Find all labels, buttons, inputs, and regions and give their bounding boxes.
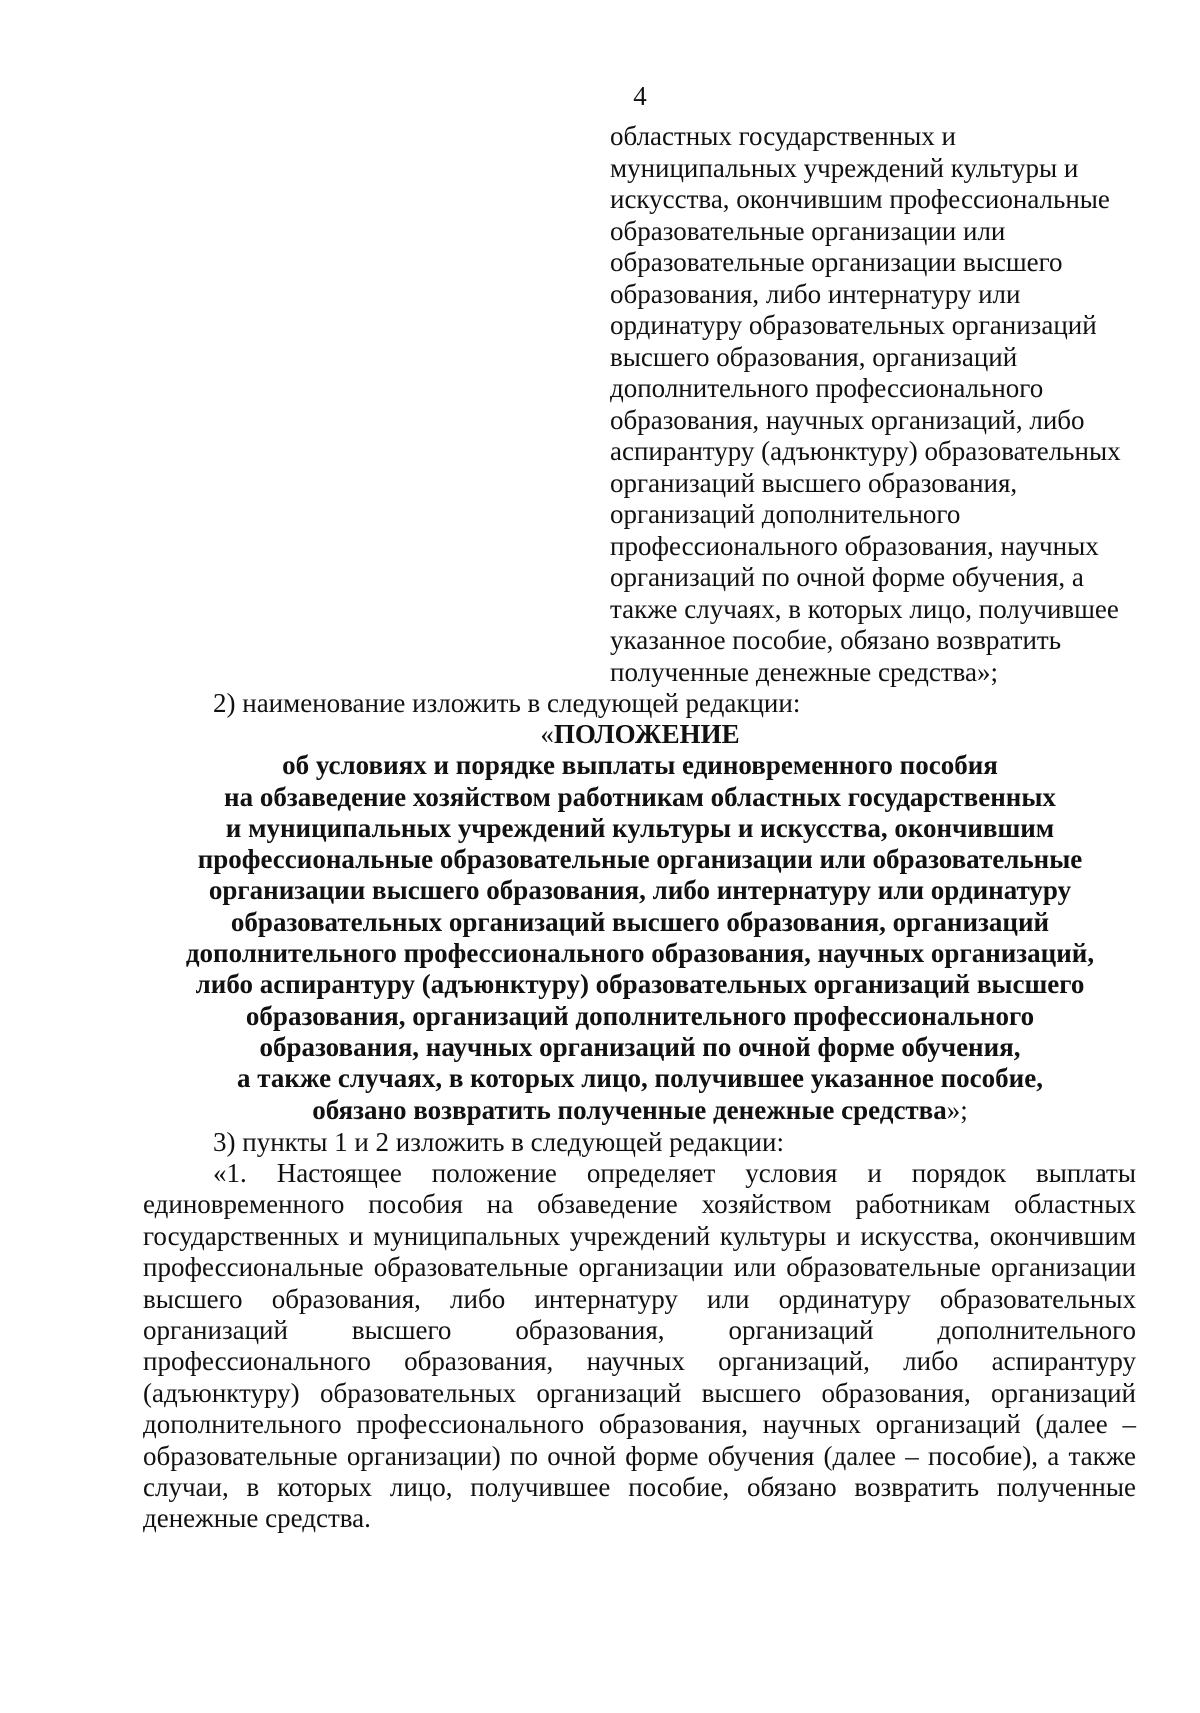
paragraph-last-line: денежные средства.	[143, 1503, 371, 1534]
text-line: дополнительного профессионального	[610, 373, 1044, 403]
paragraph-line: организаций высшего образования, организаций дополнительного	[143, 1315, 1136, 1346]
text-line: образования, научных организаций, либо	[610, 404, 1085, 435]
title-line: образовательных организаций высшего образования, организаций	[230, 906, 1050, 937]
text-line: аспирантуру (адъюнктуру) образовательных	[610, 436, 1121, 466]
text-line: высшего образования, организаций	[610, 341, 1018, 372]
text-line: образовательные организации или	[610, 215, 1006, 246]
paragraph-line: высшего образования, либо интернатуру или ординатуру образовательных	[143, 1283, 1136, 1314]
title-line: образования, организаций дополнительного профессионального	[245, 1000, 1035, 1031]
paragraph-1	[143, 1158, 1136, 1535]
text-line: искусства, окончившим профессиональные	[610, 184, 1110, 214]
paragraph-line: дополнительного профессионального образования, научных организаций (далее –	[143, 1409, 1136, 1440]
text-line: профессионального образования, научных	[610, 530, 1099, 561]
title-line: и муниципальных учреждений культуры и искусства, окончившим	[225, 812, 1055, 843]
text-line: областных государственных и	[610, 121, 956, 151]
regulation-title	[140, 719, 1140, 1126]
text-line: образования, либо интернатуру или	[610, 278, 1021, 309]
title-line: а также случаях, в которых лицо, получившее указанное пособие,	[237, 1063, 1043, 1094]
title-line: дополнительного профессионального образования, научных организаций,	[185, 938, 1095, 969]
text-line: организаций высшего образования,	[610, 467, 1018, 498]
text-line: указанное пособие, обязано возвратить	[610, 625, 1062, 655]
text-line: также случаях, в которых лицо, получившее	[610, 593, 1119, 624]
title-heading: ПОЛОЖЕНИЕ	[553, 719, 740, 749]
item-2-instruction: 2) наименование изложить в следующей редакции:	[213, 688, 801, 718]
paragraph-line: «1. Настоящее положение определяет условия и порядок выплаты	[213, 1158, 1136, 1188]
text-line: муниципальных учреждений культуры и	[610, 152, 1079, 183]
title-line: об условиях и порядке выплаты единовременного пособия	[282, 750, 998, 781]
title-line: организации высшего образования, либо интернатуру или ординатуру	[208, 875, 1072, 906]
title-line: профессиональные образовательные организации или образовательные	[197, 844, 1083, 875]
title-heading-line	[140, 719, 1140, 750]
title-last-text: обязано возвратить полученные денежные средства	[312, 1094, 947, 1125]
text-line: организаций по очной форме обучения, а	[610, 562, 1084, 592]
open-quote: «	[540, 719, 554, 749]
title-line: на обзаведение хозяйством работникам областных государственных	[224, 781, 1056, 812]
title-line: либо аспирантуру (адъюнктуру) образовательных организаций высшего	[195, 969, 1085, 1000]
preceding-text-right-column	[610, 121, 1150, 688]
paragraph-line: профессионального образования, научных организаций, либо аспирантуру	[143, 1346, 1136, 1377]
paragraph-line: государственных и муниципальных учреждений культуры и искусства, окончившим	[143, 1220, 1136, 1251]
page-number: 4	[633, 81, 647, 111]
text-line: полученные денежные средства»;	[610, 656, 999, 687]
text-line: организаций дополнительного	[610, 499, 961, 529]
title-last-line	[140, 1095, 1140, 1126]
text-line: ординатуру образовательных организаций	[610, 310, 1097, 340]
paragraph-line: профессиональные образовательные организации или образовательные организации	[143, 1252, 1136, 1283]
paragraph-line: единовременного пособия на обзаведение хозяйством работникам областных	[143, 1189, 1136, 1220]
paragraph-line: образовательные организации) по очной форме обучения (далее – пособие), а также	[143, 1440, 1136, 1471]
title-line: образования, научных организаций по очной форме обучения,	[259, 1031, 1021, 1062]
paragraph-line: (адъюнктуру) образовательных организаций высшего образования, организаций	[143, 1377, 1136, 1408]
item-3-instruction: 3) пункты 1 и 2 изложить в следующей редакции:	[213, 1127, 784, 1157]
closing-quote: »;	[946, 1094, 968, 1125]
text-line: образовательные организации высшего	[610, 247, 1063, 277]
paragraph-line: случаи, в которых лицо, получившее пособие, обязано возвратить полученные	[143, 1472, 1136, 1503]
